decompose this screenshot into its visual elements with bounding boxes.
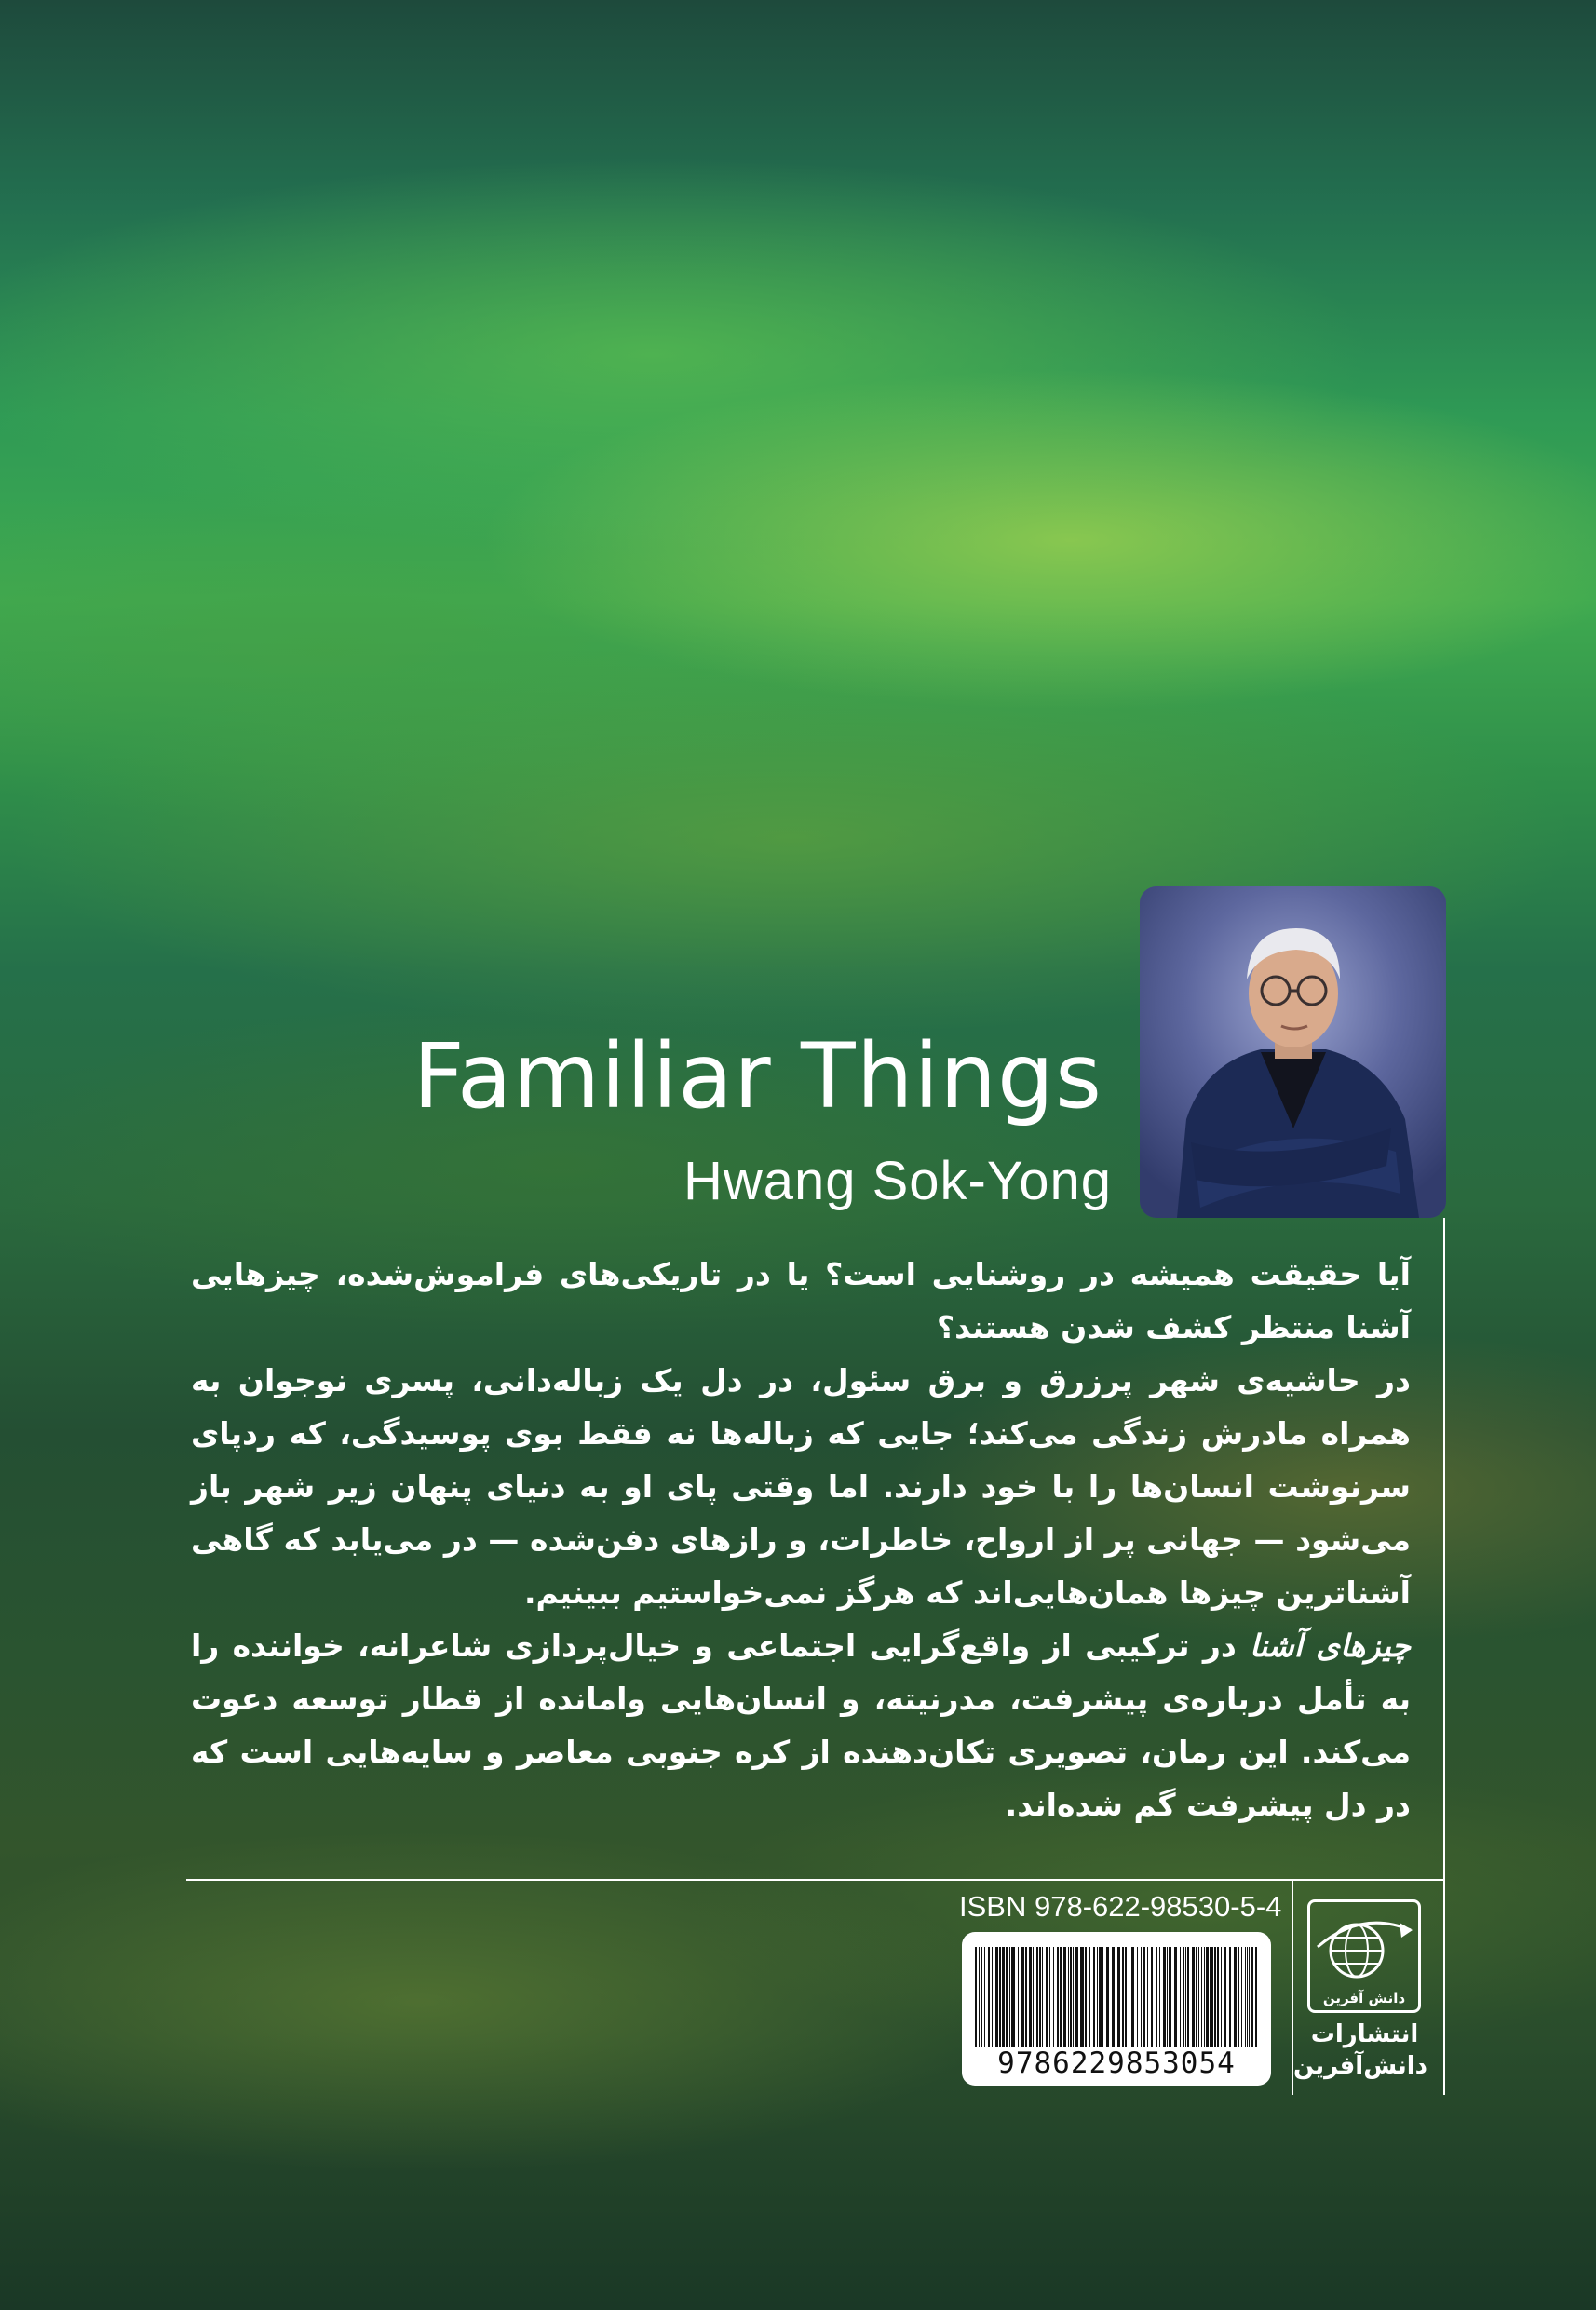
barcode-bar <box>981 1947 982 2047</box>
barcode-bar <box>1201 1947 1202 2047</box>
barcode-bar <box>1249 1947 1250 2047</box>
barcode-bar <box>1033 1947 1034 2047</box>
barcode-bar <box>1229 1947 1231 2047</box>
publisher-name <box>1292 2019 1427 2082</box>
barcode-bar <box>1224 1947 1226 2047</box>
barcode-bar <box>1018 1947 1019 2047</box>
barcode-bar <box>1063 1947 1066 2047</box>
barcode-bar <box>1217 1947 1219 2047</box>
barcode-bar <box>1180 1947 1181 2047</box>
barcode-bar <box>1206 1947 1209 2047</box>
barcode-bar <box>995 1947 998 2047</box>
barcode-bar <box>1147 1947 1148 2047</box>
publisher-name-line2: دانش‌آفرین <box>1292 2052 1427 2080</box>
barcode-bar <box>1093 1947 1095 2047</box>
divider-vertical-right <box>1443 1881 1445 2095</box>
barcode-bar <box>1210 1947 1211 2047</box>
barcode-digits: 9786229853054 <box>973 2047 1260 2080</box>
barcode-bar <box>999 1947 1001 2047</box>
barcode-bar <box>984 1947 985 2047</box>
barcode-bar <box>1042 1947 1043 2047</box>
barcode-bar <box>1011 1947 1015 2047</box>
publisher-block <box>1292 1899 1427 2095</box>
barcode-bar <box>1073 1947 1074 2047</box>
barcode-bar <box>1039 1947 1041 2047</box>
barcode-bar <box>1089 1947 1090 2047</box>
barcode-bar <box>1221 1947 1222 2047</box>
description-paragraph-3-text: در ترکیبی از واقع‌گرایی اجتماعی و خیال‌پردازی شاعرانه، خواننده را به تأمل درباره‌ی پیشرفت، مدرنیته، و انسان‌هایی وامانده از قطار توسعه دعوت می‌کند. این رمان، تصویری تکان‌دهنده از کره جنوبی معاصر و سایه‌هایی است که در دل پیشرفت گم شده‌اند. <box>191 1628 1411 1823</box>
barcode-bar <box>1211 1947 1213 2047</box>
publisher-logo <box>1307 1899 1421 2013</box>
barcode-bar <box>1046 1947 1048 2047</box>
barcode-bar <box>1143 1947 1145 2047</box>
barcode-bar <box>1057 1947 1059 2047</box>
book-title: Familiar Things <box>413 1024 1102 1128</box>
barcode-bar <box>1255 1947 1257 2047</box>
barcode-bar <box>1234 1947 1237 2047</box>
barcode-bar <box>1036 1947 1038 2047</box>
barcode-bar <box>975 1947 977 2047</box>
barcode-bar <box>1085 1947 1087 2047</box>
barcode-bar <box>1021 1947 1024 2047</box>
barcode-bar <box>1251 1947 1253 2047</box>
book-description <box>191 1248 1411 1831</box>
book-title-persian: چیزهای آشنا <box>1250 1628 1411 1664</box>
barcode <box>962 1932 1271 2086</box>
barcode-bar <box>1167 1947 1168 2047</box>
author-portrait-image <box>1140 886 1446 1218</box>
barcode-bar <box>1247 1947 1248 2047</box>
publisher-name-line1: انتشارات <box>1310 2020 1419 2048</box>
barcode-bar <box>1137 1947 1138 2047</box>
barcode-bar <box>1204 1947 1205 2047</box>
description-paragraph-3 <box>191 1619 1411 1831</box>
barcode-bar <box>1174 1947 1177 2047</box>
barcode-bar <box>1006 1947 1008 2047</box>
barcode-bar <box>1049 1947 1050 2047</box>
barcode-bar <box>1192 1947 1195 2047</box>
barcode-bar <box>1002 1947 1005 2047</box>
barcode-bar <box>1122 1947 1124 2047</box>
barcode-bar <box>1214 1947 1216 2047</box>
barcode-bar <box>1159 1947 1160 2047</box>
author-photo <box>1140 886 1446 1218</box>
barcode-bar <box>1112 1947 1115 2047</box>
barcode-bar <box>1029 1947 1032 2047</box>
barcode-bar <box>1187 1947 1189 2047</box>
barcode-bar <box>1183 1947 1184 2047</box>
author-name: Hwang Sok-Yong <box>683 1151 1112 1211</box>
barcode-bar <box>1163 1947 1166 2047</box>
barcode-bar <box>1156 1947 1157 2047</box>
description-paragraph-1: آیا حقیقت همیشه در روشنایی است؟ یا در تاریکی‌های فراموش‌شده، چیزهایی آشنا منتظر کشف شدن هستند؟ <box>191 1256 1411 1345</box>
barcode-bar <box>1117 1947 1120 2047</box>
barcode-bar <box>1141 1947 1142 2047</box>
barcode-bar <box>1075 1947 1078 2047</box>
barcode-bar <box>979 1947 980 2047</box>
barcode-bar <box>1151 1947 1153 2047</box>
barcode-bar <box>1196 1947 1197 2047</box>
barcode-bar <box>1009 1947 1010 2047</box>
divider-vertical-top <box>1443 1218 1445 1879</box>
barcode-bar <box>992 1947 993 2047</box>
barcode-bar <box>1185 1947 1186 2047</box>
barcode-bar <box>1099 1947 1102 2047</box>
publisher-logo-text: دانش آفرین <box>1322 1990 1406 2006</box>
barcode-bar <box>1198 1947 1199 2047</box>
barcode-bar <box>1053 1947 1054 2047</box>
barcode-bar <box>1131 1947 1134 2047</box>
barcode-bar <box>1238 1947 1239 2047</box>
description-paragraph-2: در حاشیه‌ی شهر پرزرق و برق سئول، در دل یک زباله‌دانی، پسری نوجوان به همراه مادرش زندگی می‌کند؛ جایی که زباله‌ها نه فقط بوی پوسیدگی، که ردپای سرنوشت انسان‌ها را با خود دارند. اما وقتی پای او به دنیای پنهان زیر شهر باز می‌شود — جهانی پر از ارواح، خاطرات، و رازهای دفن‌شده — در می‌یابد که گاهی آشناترین چیزها همان‌هایی‌اند که هرگز نمی‌خواستیم ببینیم. <box>191 1362 1411 1611</box>
barcode-bar <box>1102 1947 1103 2047</box>
barcode-bar <box>1060 1947 1062 2047</box>
barcode-bar <box>1169 1947 1171 2047</box>
barcode-bar <box>1097 1947 1098 2047</box>
barcode-bar <box>1106 1947 1109 2047</box>
divider-horizontal <box>186 1879 1445 1881</box>
barcode-bar <box>1245 1947 1246 2047</box>
barcode-bar <box>988 1947 990 2047</box>
barcode-bar <box>1125 1947 1127 2047</box>
barcode-bar <box>1068 1947 1069 2047</box>
barcode-bar <box>1025 1947 1027 2047</box>
barcode-bar <box>1241 1947 1242 2047</box>
barcode-bar <box>1080 1947 1084 2047</box>
isbn-label: ISBN 978-622-98530-5-4 <box>959 1890 1282 1923</box>
barcode-bar <box>1070 1947 1072 2047</box>
